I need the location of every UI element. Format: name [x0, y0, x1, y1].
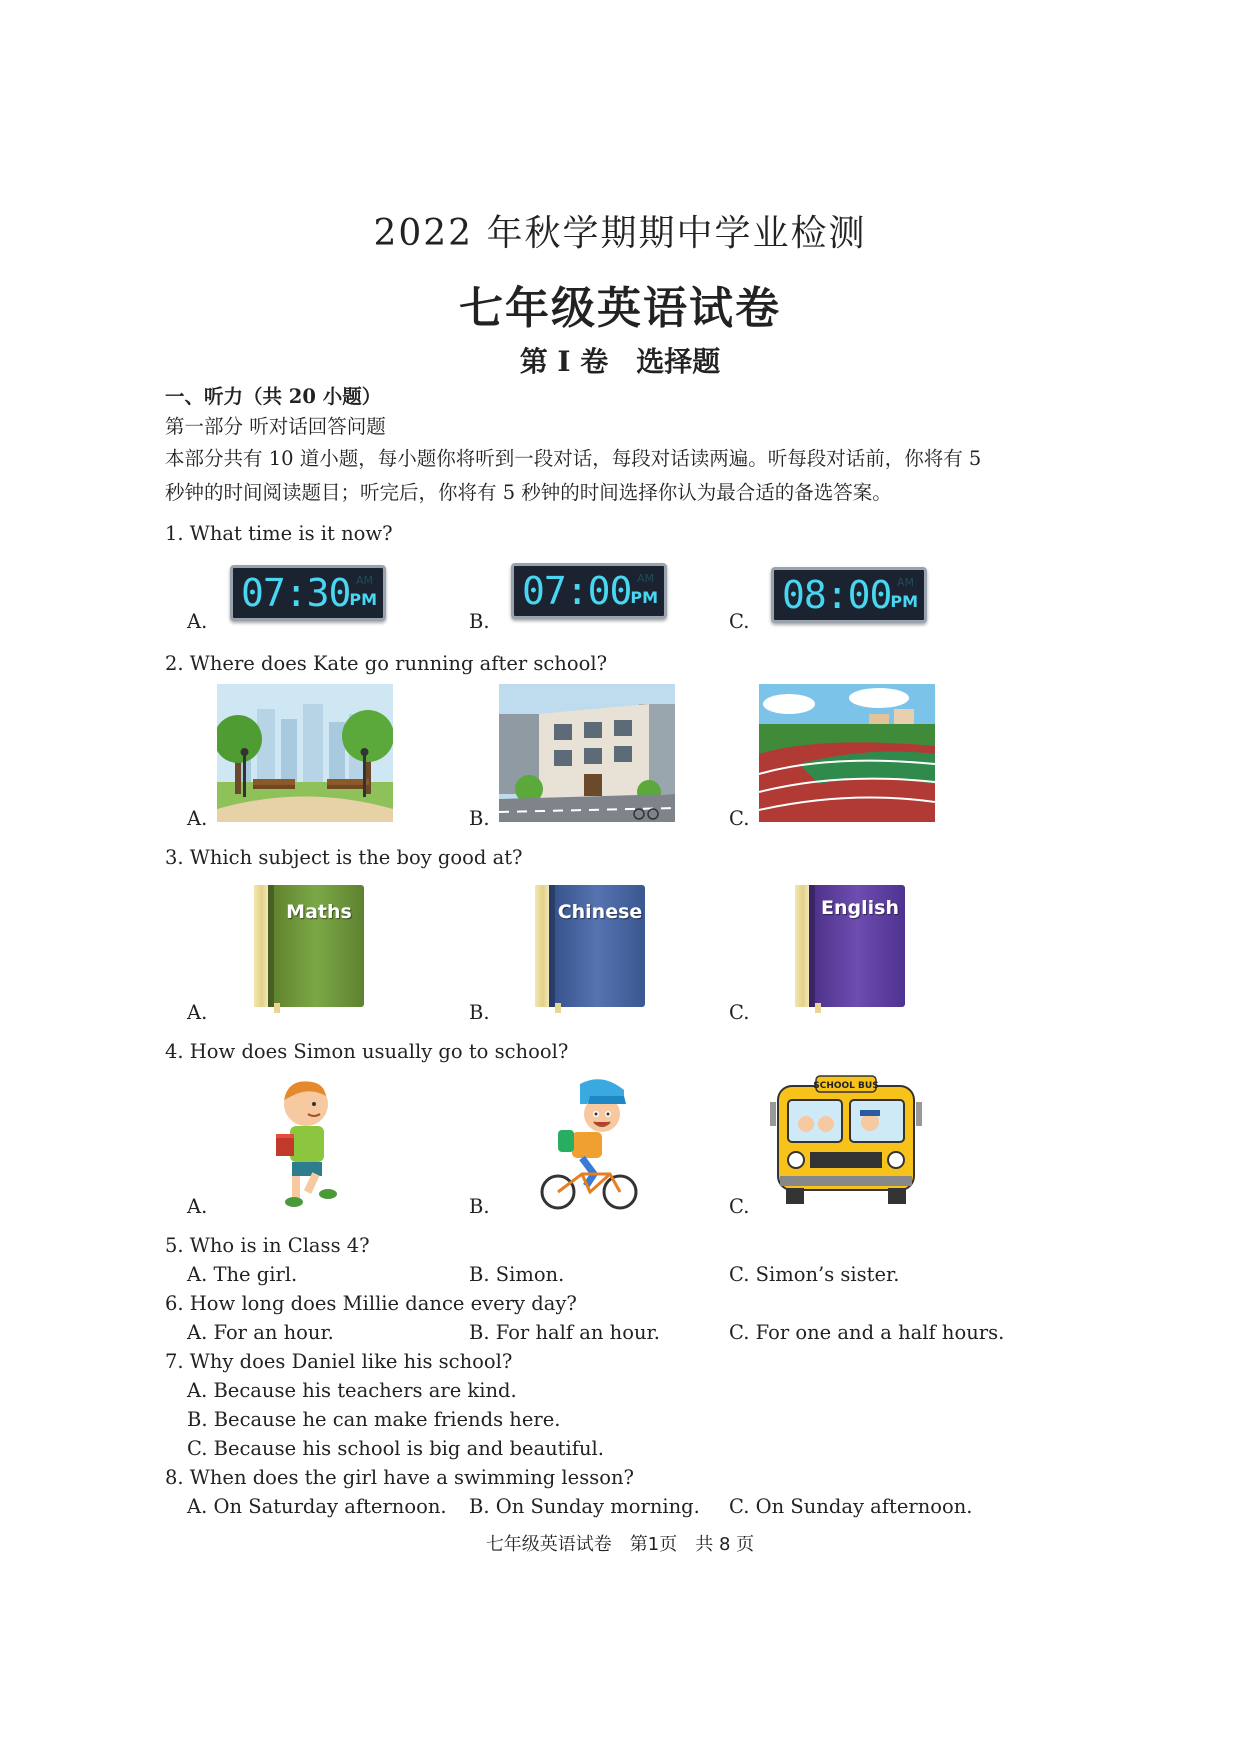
digital-clock-icon: 07:00 AM PM [511, 563, 667, 619]
question-2: 2. Where does Kate go running after school? [165, 652, 608, 675]
q6-option-a: A. For an hour. [187, 1321, 334, 1344]
q6-option-b: B. For half an hour. [469, 1321, 660, 1344]
maths-book-icon: Maths [254, 885, 364, 1007]
exam-title: 2022 年秋学期期中学业检测 [373, 213, 867, 254]
q4-option-b-letter: B. [469, 1195, 490, 1218]
section-heading: 一、听力（共 20 小题） [165, 385, 382, 408]
question-6: 6. How long does Millie dance every day? [165, 1292, 577, 1315]
q4-option-c-letter: C. [729, 1195, 750, 1218]
q7-option-b: B. Because he can make friends here. [187, 1408, 561, 1431]
digital-clock-icon: 08:00 AM PM [771, 567, 927, 623]
q7-option-c: C. Because his school is big and beautiful. [187, 1437, 604, 1460]
q5-option-b: B. Simon. [469, 1263, 565, 1286]
q2-option-c-letter: C. [729, 807, 750, 830]
part-heading: 第一部分 听对话回答问题 [165, 415, 386, 438]
park-picture [217, 684, 393, 822]
q1-option-c-letter: C. [729, 610, 750, 633]
q2-option-b-letter: B. [469, 807, 490, 830]
bus-sign-text: SCHOOL BUS [813, 1081, 879, 1091]
street-building-picture [499, 684, 675, 822]
question-1: 1. What time is it now? [165, 522, 393, 545]
chinese-book-icon: Chinese [535, 885, 645, 1007]
volume-title: 第 I 卷 选择题 [519, 345, 721, 378]
question-3: 3. Which subject is the boy good at? [165, 846, 523, 869]
exam-subtitle: 七年级英语试卷 [459, 283, 781, 334]
q8-option-a: A. On Saturday afternoon. [187, 1495, 447, 1518]
q6-option-c: C. For one and a half hours. [729, 1321, 1005, 1344]
question-4: 4. How does Simon usually go to school? [165, 1040, 569, 1063]
english-book-icon: English [795, 885, 905, 1007]
q2-option-a-letter: A. [187, 807, 208, 830]
q7-option-a: A. Because his teachers are kind. [187, 1379, 517, 1402]
q8-option-b: B. On Sunday morning. [469, 1495, 700, 1518]
school-bus-picture [770, 1072, 922, 1210]
digital-clock-icon: 07:30 AM PM [230, 565, 386, 621]
question-8: 8. When does the girl have a swimming lesson? [165, 1466, 634, 1489]
instructions-line-2: 秒钟的时间阅读题目；听完后，你将有 5 秒钟的时间选择你认为最合适的备选答案。 [165, 481, 892, 504]
q3-option-a-letter: A. [187, 1001, 208, 1024]
question-7: 7. Why does Daniel like his school? [165, 1350, 513, 1373]
instructions-line-1: 本部分共有 10 道小题，每小题你将听到一段对话，每段对话读两遍。听每段对话前，你将有 5 [165, 447, 982, 470]
q5-option-c: C. Simon’s sister. [729, 1263, 900, 1286]
q3-option-b-letter: B. [469, 1001, 490, 1024]
running-track-picture [759, 684, 935, 822]
q5-option-a: A. The girl. [187, 1263, 298, 1286]
question-5: 5. Who is in Class 4? [165, 1234, 370, 1257]
q3-option-c-letter: C. [729, 1001, 750, 1024]
q8-option-c: C. On Sunday afternoon. [729, 1495, 973, 1518]
boy-on-bike-picture [532, 1074, 642, 1210]
q1-option-b-letter: B. [469, 610, 490, 633]
q1-option-a-letter: A. [187, 610, 208, 633]
walking-boy-picture [262, 1074, 352, 1210]
q4-option-a-letter: A. [187, 1195, 208, 1218]
page-footer: 七年级英语试卷 第1页 共 8 页 [485, 1534, 755, 1555]
